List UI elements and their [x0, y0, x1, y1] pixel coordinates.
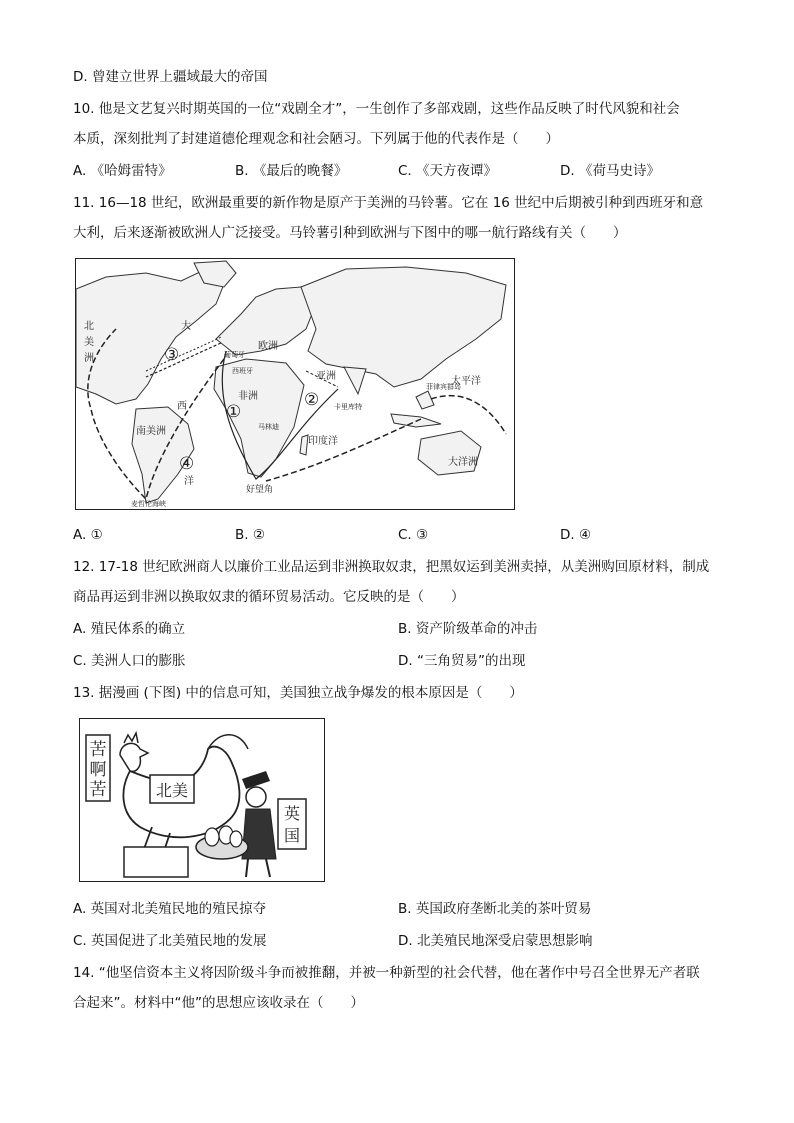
hen-comb: [124, 733, 138, 743]
q12-option-a: A. 殖民体系的确立: [73, 621, 186, 637]
q10-option-c: C. 《天方夜谭》: [398, 163, 498, 179]
q13-option-a: A. 英国对北美殖民地的殖民掠夺: [73, 901, 267, 917]
man-head: [246, 787, 266, 807]
map-label-calicut: 卡里库特: [334, 403, 362, 411]
man-legs: [246, 859, 270, 877]
q13-option-c: C. 英国促进了北美殖民地的发展: [73, 933, 267, 949]
map-label-north-1: 北: [84, 321, 94, 332]
hen-cry-1: 苦: [89, 740, 107, 760]
q12-stem-line1: 12. 17-18 世纪欧洲商人以廉价工业品运到非洲换取奴隶，把黑奴运到美洲卖掉，从美洲购回原材料，制成: [73, 559, 710, 575]
q11-option-d: D. ④: [560, 527, 592, 543]
q13-stem: 13. 据漫画 (下图) 中的信息可知，美国独立战争爆发的根本原因是（ ）: [73, 685, 523, 701]
map-label-north-2: 美: [84, 337, 94, 348]
map-label-philippines: 菲律宾群岛: [426, 383, 461, 391]
q11-stem-line2: 大利，后来逐渐被欧洲人广泛接受。马铃薯引种到欧洲与下图中的哪一航行路线有关（ ）: [73, 225, 627, 241]
map-label-pacific: 太平洋: [451, 376, 481, 387]
route-marker-3: ③: [164, 345, 180, 365]
map-label-africa: 非洲: [238, 391, 258, 402]
q12-stem-line2: 商品再运到非洲以换取奴隶的循环贸易活动。它反映的是（ ）: [73, 589, 465, 605]
australia-land: [418, 431, 481, 475]
map-label-asia: 亚洲: [316, 371, 336, 382]
route-marker-2: ②: [304, 390, 320, 410]
hen-cry-2: 啊: [89, 760, 107, 780]
map-label-north-3: 洲: [84, 353, 94, 364]
world-map: [76, 259, 514, 509]
map-label-spain: 西班牙: [232, 367, 253, 375]
q14-stem-line1: 14. “他坚信资本主义将因阶级斗争而被推翻，并被一种新型的社会代替，他在著作中号召全世界无产者联: [73, 965, 700, 981]
hen-label: 北美: [155, 781, 189, 800]
map-label-atlantic-da: 大: [181, 321, 191, 332]
india-land: [344, 367, 366, 394]
pedestal: [124, 847, 188, 877]
map-label-atlantic-xi: 西: [177, 401, 187, 412]
route-marker-4: ④: [179, 454, 195, 474]
egg: [230, 831, 242, 847]
q11-option-c: C. ③: [398, 527, 429, 543]
cartoon-figure: [79, 718, 325, 882]
q13-option-d: D. 北美殖民地深受启蒙思想影响: [398, 933, 593, 949]
q10-option-d: D. 《荷马史诗》: [560, 163, 660, 179]
q10-stem-line2: 本质，深刻批判了封建道德伦理观念和社会陋习。下列属于他的代表作是（ ）: [73, 131, 559, 147]
route-marker-1: ①: [226, 402, 242, 422]
q10-stem-line1: 10. 他是文艺复兴时期英国的一位“戏剧全才”，一生创作了多部戏剧，这些作品反映了时代风貌和社会: [73, 101, 680, 117]
q10-option-a: A. 《哈姆雷特》: [73, 163, 172, 179]
q12-option-b: B. 资产阶级革命的冲击: [398, 621, 538, 637]
north-america-land: [76, 269, 226, 404]
route-magellan-pacific: [431, 396, 506, 434]
q12-option-c: C. 美洲人口的膨胀: [73, 653, 186, 669]
q11-option-b: B. ②: [235, 527, 265, 543]
map-label-oceania: 大洋洲: [448, 457, 478, 468]
map-label-malindi: 马林迪: [258, 423, 279, 431]
map-label-europe: 欧洲: [258, 341, 278, 352]
map-label-portugal: 葡萄牙: [224, 351, 245, 359]
map-label-atlantic-yang: 洋: [184, 476, 194, 487]
philippines-land: [416, 391, 434, 409]
q13-option-b: B. 英国政府垄断北美的茶叶贸易: [398, 901, 592, 917]
q11-option-a: A. ①: [73, 527, 103, 543]
hen-cry-3: 苦: [89, 780, 107, 800]
map-label-south-america: 南美洲: [136, 426, 166, 437]
q10-option-b: B. 《最后的晚餐》: [235, 163, 348, 179]
q11-stem-line1: 11. 16—18 世纪，欧洲最重要的新作物是原产于美洲的马铃薯。它在 16 世纪中后期被引种到西班牙和意: [73, 195, 704, 211]
asia-land: [301, 267, 506, 387]
map-label-indian-ocean: 印度洋: [308, 436, 338, 447]
map-label-magellan: 麦哲伦海峡: [131, 500, 166, 508]
man-label-1: 英: [283, 804, 301, 823]
map-label-cape: 好望角: [246, 485, 274, 495]
q14-stem-line2: 合起来”。材料中“他”的思想应该收录在（ ）: [73, 995, 364, 1011]
world-map-figure: [75, 258, 515, 510]
q12-option-d: D. “三角贸易”的出现: [398, 653, 526, 669]
cartoon: [80, 719, 324, 881]
q9-option-d: D. 曾建立世界上疆域最大的帝国: [73, 69, 268, 85]
man-label-2: 国: [283, 826, 301, 845]
madagascar-land: [300, 435, 308, 455]
hen-head: [120, 743, 148, 771]
egg: [205, 828, 219, 846]
